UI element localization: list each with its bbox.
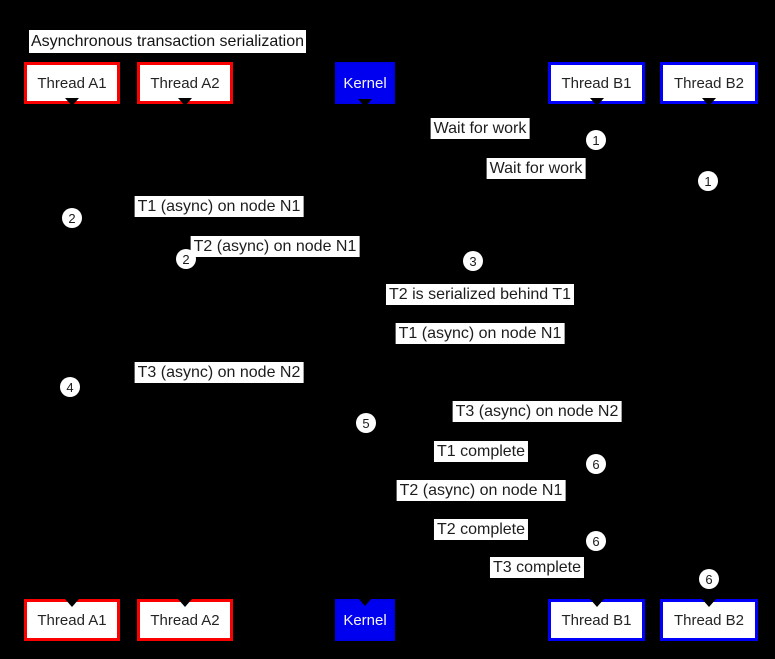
participant-thread-a2-top	[137, 62, 233, 104]
step-marker: 2	[176, 249, 196, 269]
participant-thread-b1-bottom	[548, 599, 645, 641]
message-label: T2 complete	[434, 519, 528, 540]
message-label: T2 (async) on node N1	[397, 480, 566, 501]
participant-label: Thread A2	[150, 74, 220, 92]
participant-kernel-top	[335, 62, 395, 104]
step-marker: 6	[699, 569, 719, 589]
message-label: T1 complete	[434, 441, 528, 462]
step-marker: 3	[463, 251, 483, 271]
participant-label: Thread B2	[673, 611, 745, 629]
message-label: T2 (async) on node N1	[191, 236, 360, 257]
participant-label: Thread A1	[37, 74, 107, 92]
participant-label: Thread A2	[150, 611, 220, 629]
message-label: Wait for work	[487, 158, 586, 179]
participant-thread-b2-bottom	[660, 599, 758, 641]
participant-thread-a1-bottom	[24, 599, 120, 641]
participant-label: Thread B2	[673, 74, 745, 92]
message-label: T1 (async) on node N1	[135, 196, 304, 217]
participant-label: Thread B1	[561, 74, 632, 92]
arrowhead-icon	[702, 599, 716, 607]
step-marker: 4	[60, 377, 80, 397]
arrowhead-icon	[702, 98, 716, 106]
message-label: T3 (async) on node N2	[453, 401, 622, 422]
arrowhead-icon	[358, 99, 372, 107]
arrowhead-icon	[65, 98, 79, 106]
diagram-title: Asynchronous transaction serialization	[29, 30, 306, 53]
participant-label: Thread A1	[37, 611, 107, 629]
participant-thread-a1-top	[24, 62, 120, 104]
step-marker: 2	[62, 208, 82, 228]
arrowhead-icon	[590, 599, 604, 607]
message-label: Wait for work	[431, 118, 530, 139]
arrowhead-icon	[178, 599, 192, 607]
arrowhead-icon	[358, 598, 372, 606]
arrowhead-icon	[590, 98, 604, 106]
step-marker: 1	[698, 171, 718, 191]
participant-thread-b1-top	[548, 62, 645, 104]
participant-label: Thread B1	[561, 611, 632, 629]
step-marker: 6	[586, 531, 606, 551]
message-label: T2 is serialized behind T1	[386, 284, 574, 305]
message-label: T3 (async) on node N2	[135, 362, 304, 383]
step-marker: 6	[586, 454, 606, 474]
step-marker: 1	[586, 130, 606, 150]
participant-label: Kernel	[343, 74, 387, 92]
message-label: T1 (async) on node N1	[396, 323, 565, 344]
participant-thread-b2-top	[660, 62, 758, 104]
participant-thread-a2-bottom	[137, 599, 233, 641]
arrowhead-icon	[65, 599, 79, 607]
step-marker: 5	[356, 413, 376, 433]
participant-kernel-bottom	[335, 599, 395, 641]
arrowhead-icon	[178, 98, 192, 106]
participant-label: Kernel	[343, 611, 387, 629]
message-label: T3 complete	[490, 557, 584, 578]
